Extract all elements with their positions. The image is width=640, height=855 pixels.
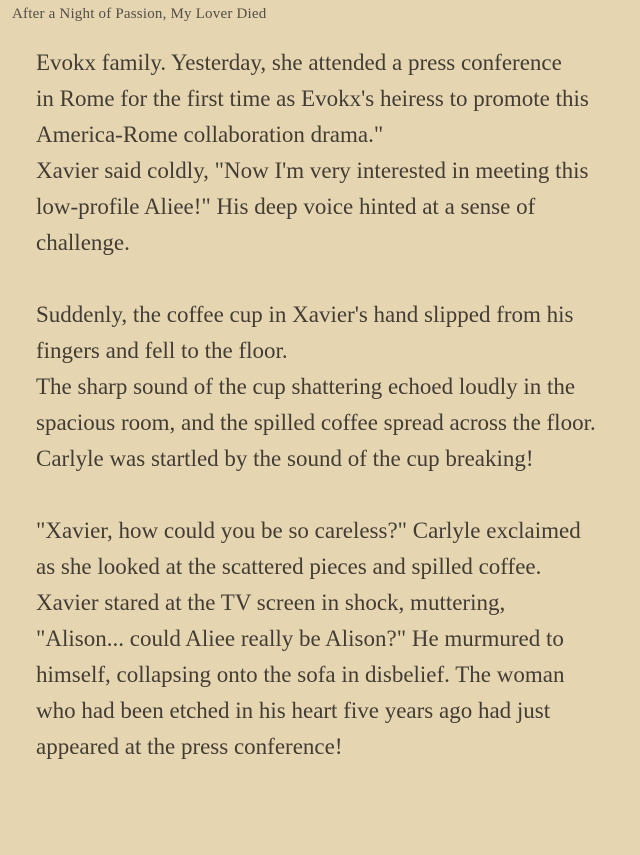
text-line: who had been etched in his heart five years ago had just [36, 698, 551, 723]
text-line: Carlyle was startled by the sound of the cup breaking! [36, 446, 534, 471]
text-line: challenge. [36, 230, 130, 255]
text-line: fingers and fell to the floor. [36, 338, 288, 363]
paragraph [36, 297, 636, 369]
text-line: Evokx family. Yesterday, she attended a press conference [36, 50, 562, 75]
paragraph [36, 441, 636, 477]
page-text [36, 45, 636, 765]
text-line: Suddenly, the coffee cup in Xavier's hand slipped from his [36, 302, 574, 327]
text-line: appeared at the press conference! [36, 734, 343, 759]
text-line: as she looked at the scattered pieces and spilled coffee. [36, 554, 542, 579]
book-title-header: After a Night of Passion, My Lover Died [12, 6, 267, 22]
paragraph [36, 369, 636, 441]
text-line: "Alison... could Aliee really be Alison?" He murmured to [36, 626, 564, 651]
text-line: America-Rome collaboration drama." [36, 122, 384, 147]
text-line: himself, collapsing onto the sofa in disbelief. The woman [36, 662, 565, 687]
paragraph [36, 153, 636, 261]
text-line: low-profile Aliee!" His deep voice hinted at a sense of [36, 194, 536, 219]
text-line: "Xavier, how could you be so careless?" Carlyle exclaimed [36, 518, 581, 543]
paragraph [36, 45, 636, 153]
text-line: in Rome for the first time as Evokx's heiress to promote this [36, 86, 589, 111]
text-line: Xavier said coldly, "Now I'm very interested in meeting this [36, 158, 589, 183]
text-line: The sharp sound of the cup shattering echoed loudly in the [36, 374, 576, 399]
text-line: spacious room, and the spilled coffee spread across the floor. [36, 410, 596, 435]
text-line: Xavier stared at the TV screen in shock, muttering, [36, 590, 506, 615]
paragraph [36, 513, 636, 585]
paragraph [36, 585, 636, 765]
